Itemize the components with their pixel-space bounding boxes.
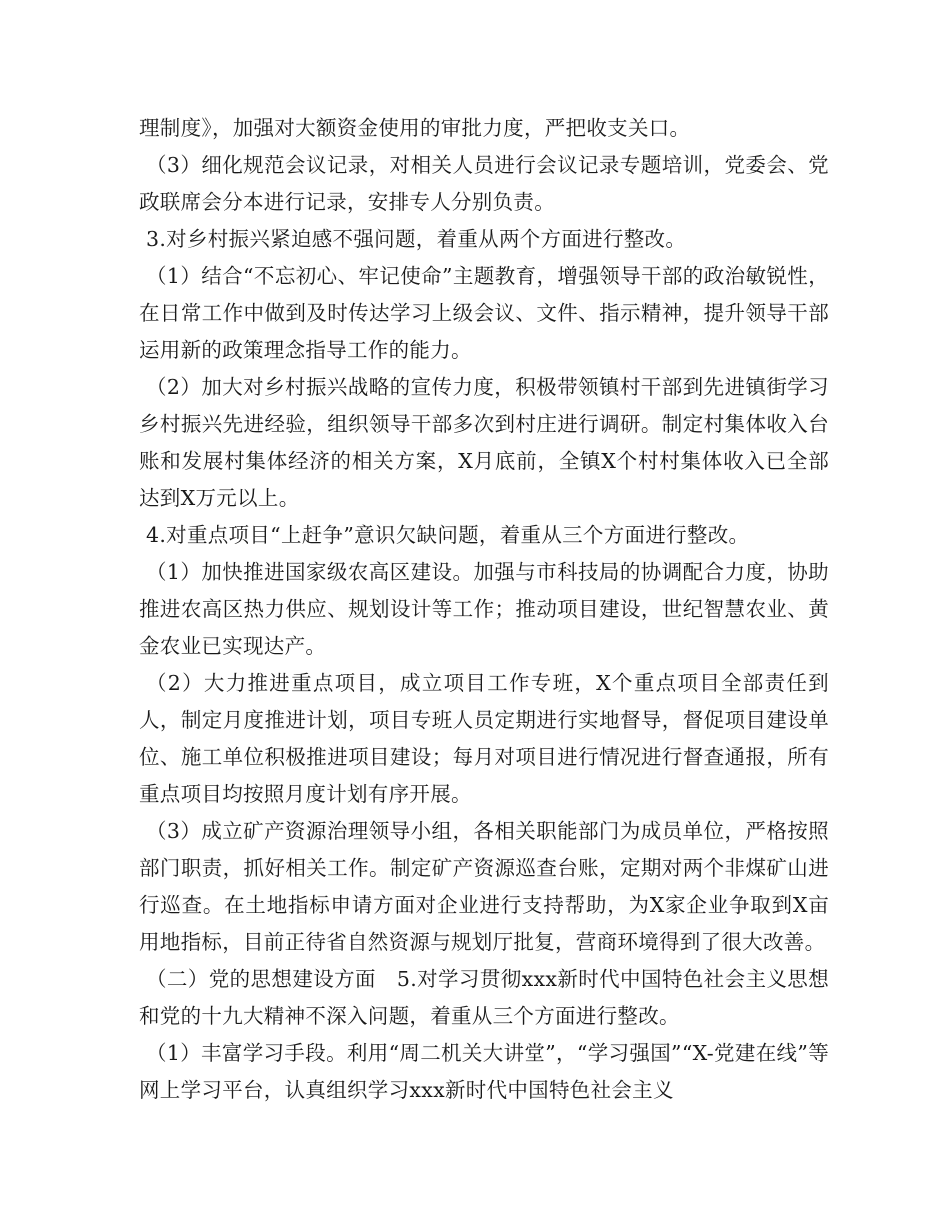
paragraph-1: 理制度》，加强对大额资金使用的审批力度，严把收支关口。 [139,116,691,140]
document-page [139,110,829,1109]
paragraph-11: （1）丰富学习手段。利用“周二机关大讲堂”，“学习强国”“X-党建在线”等网上学习平台，认真组织学习xxx新时代中国特色社会主义 [139,1041,829,1102]
section-heading-5: （二）党的思想建设方面 5.对学习贯彻xxx新时代中国特色社会主义思想和党的十九大精神不深入问题，着重从三个方面进行整改。 [139,967,829,1028]
paragraph-8: （2）大力推进重点项目，成立项目工作专班，X个重点项目全部责任到人，制定月度推进计划，项目专班人员定期进行实地督导，督促项目建设单位、施工单位积极推进项目建设；每月对项目进行情况进行督查通报，所有重点项目均按照月度计划有序开展。 [139,671,829,806]
paragraph-5: （2）加大对乡村振兴战略的宣传力度，积极带领镇村干部到先进镇街学习乡村振兴先进经验，组织领导干部多次到村庄进行调研。制定村集体收入台账和发展村集体经济的相关方案，X月底前，全镇X个村村集体收入已全部达到X万元以上。 [139,375,829,510]
paragraph-7: （1）加快推进国家级农高区建设。加强与市科技局的协调配合力度，协助推进农高区热力供应、规划设计等工作；推动项目建设，世纪智慧农业、黄金农业已实现达产。 [139,560,829,658]
section-heading-4: 4.对重点项目“上赶争”意识欠缺问题，着重从三个方面进行整改。 [146,523,750,547]
paragraph-9: （3）成立矿产资源治理领导小组，各相关职能部门为成员单位，严格按照部门职责，抓好相关工作。制定矿产资源巡查台账，定期对两个非煤矿山进行巡查。在土地指标申请方面对企业进行支持帮助，为X家企业争取到X亩用地指标，目前正待省自然资源与规划厅批复，营商环境得到了很大改善。 [139,819,829,954]
paragraph-4: （1）结合“不忘初心、牢记使命”主题教育，增强领导干部的政治敏锐性，在日常工作中做到及时传达学习上级会议、文件、指示精神，提升领导干部运用新的政策理念指导工作的能力。 [139,264,829,362]
section-heading-3: 3.对乡村振兴紧迫感不强问题，着重从两个方面进行整改。 [146,227,687,251]
paragraph-2: （3）细化规范会议记录，对相关人员进行会议记录专题培训，党委会、党政联席会分本进行记录，安排专人分别负责。 [139,153,829,214]
